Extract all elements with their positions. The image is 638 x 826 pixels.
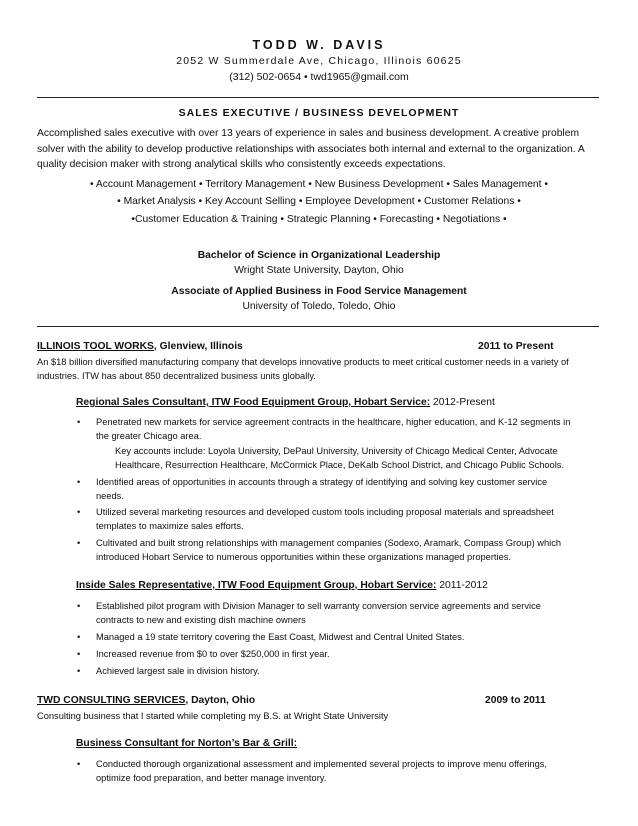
key-accounts-text: Key accounts include: Loyola University, DePaul University, University of Chicago Medical Center, Advocate Healthcare, Resurrection Healthcare, McCormick Place, DeKalb School District, and Chicago Public Schools. — [115, 446, 565, 470]
bullet-text: Penetrated new markets for service agreement contracts in the healthcare, higher education, and K-12 segments in the greater Chicago area. — [96, 417, 571, 441]
education-degree-2: Associate of Applied Business in Food Service Management — [171, 286, 467, 297]
employer-1-location: , Glenview, Illinois — [153, 341, 243, 352]
role-1-heading — [76, 397, 495, 408]
bullet-icon: • — [77, 759, 81, 769]
bullet-text: Increased revenue from $0 to over $250,000 in first year. — [96, 649, 330, 659]
skills-line-1: • Account Management • Territory Management • New Business Development • Sales Management • — [90, 179, 548, 190]
employer-2-company: TWD CONSULTING SERVICES — [37, 695, 186, 706]
employer-1-heading — [37, 341, 243, 352]
bullet-text: Cultivated and built strong relationships with management companies (Sodexo, Aramark, Compass Group) which introduced Hobart Service to numerous opportunities within these organizations managed properties. — [96, 538, 562, 562]
employer-1-dates: 2011 to Present — [478, 341, 554, 352]
bullet-icon: • — [77, 417, 81, 427]
employer-1-description: An $18 billion diversified manufacturing company that develops innovative products to meet critical customer needs in a variety of industries. ITW has about 850 decentralized business units globally. — [37, 357, 569, 381]
candidate-name: TODD W. DAVIS — [252, 38, 386, 52]
bullet-icon: • — [77, 601, 81, 611]
bullet-icon: • — [77, 649, 81, 659]
resume-headline: SALES EXECUTIVE / BUSINESS DEVELOPMENT — [178, 107, 460, 119]
role-2-heading — [76, 580, 488, 591]
bullet-text: Conducted thorough organizational assessment and implemented several projects to improve menu offerings, optimize food preparation, and better manage inventory. — [96, 759, 547, 783]
role-3-title: Business Consultant for Norton’s Bar & Grill: — [76, 738, 298, 749]
candidate-contact: (312) 502-0654 • twd1965@gmail.com — [229, 71, 409, 83]
role-2-title: Inside Sales Representative, ITW Food Equipment Group, Hobart Service: — [76, 580, 437, 591]
bullet-icon: • — [77, 666, 81, 676]
professional-summary: Accomplished sales executive with over 13 years of experience in sales and business development. A creative problem solver with the ability to develop productive relationships with associates both internal and external to the organization. A quality decision maker with strong analytical skills who consistently exceeds expectations. — [37, 128, 585, 170]
role-2-dates: 2011-2012 — [436, 580, 488, 591]
education-school-2: University of Toledo, Toledo, Ohio — [242, 301, 396, 312]
bullet-text: Established pilot program with Division Manager to sell warranty conversion service agreements and service contracts to new and existing dish machine owners — [96, 601, 541, 625]
bullet-text: Managed a 19 state territory covering the East Coast, Midwest and Central United States. — [96, 632, 465, 642]
education-divider — [37, 326, 599, 327]
role-1-dates: 2012-Present — [430, 397, 495, 408]
header-divider — [37, 97, 599, 98]
bullet-text: Achieved largest sale in division history. — [96, 666, 260, 676]
skills-line-2: • Market Analysis • Key Account Selling • Employee Development • Customer Relations • — [117, 196, 521, 207]
employer-2-description: Consulting business that I started while completing my B.S. at Wright State University — [37, 711, 389, 721]
employer-1-company: ILLINOIS TOOL WORKS — [37, 341, 154, 352]
bullet-text: Identified areas of opportunities in accounts through a strategy of identifying and solving key customer service needs. — [96, 477, 548, 501]
bullet-text: Utilized several marketing resources and developed custom tools including proposal materials and spreadsheet templates to maximize sales efforts. — [96, 507, 554, 531]
skills-line-3: •Customer Education & Training • Strategic Planning • Forecasting • Negotiations • — [131, 214, 507, 225]
bullet-icon: • — [77, 477, 81, 487]
education-degree-1: Bachelor of Science in Organizational Leadership — [197, 250, 441, 261]
employer-2-heading — [37, 695, 255, 706]
candidate-address: 2052 W Summerdale Ave, Chicago, Illinois 60625 — [176, 55, 462, 67]
employer-2-location: , Dayton, Ohio — [185, 695, 256, 706]
role-3-heading — [76, 738, 297, 749]
bullet-icon: • — [77, 507, 81, 517]
employer-2-dates: 2009 to 2011 — [485, 695, 546, 706]
bullet-icon: • — [77, 632, 81, 642]
bullet-icon: • — [77, 538, 81, 548]
education-school-1: Wright State University, Dayton, Ohio — [234, 265, 404, 276]
role-1-title: Regional Sales Consultant, ITW Food Equipment Group, Hobart Service: — [76, 397, 431, 408]
